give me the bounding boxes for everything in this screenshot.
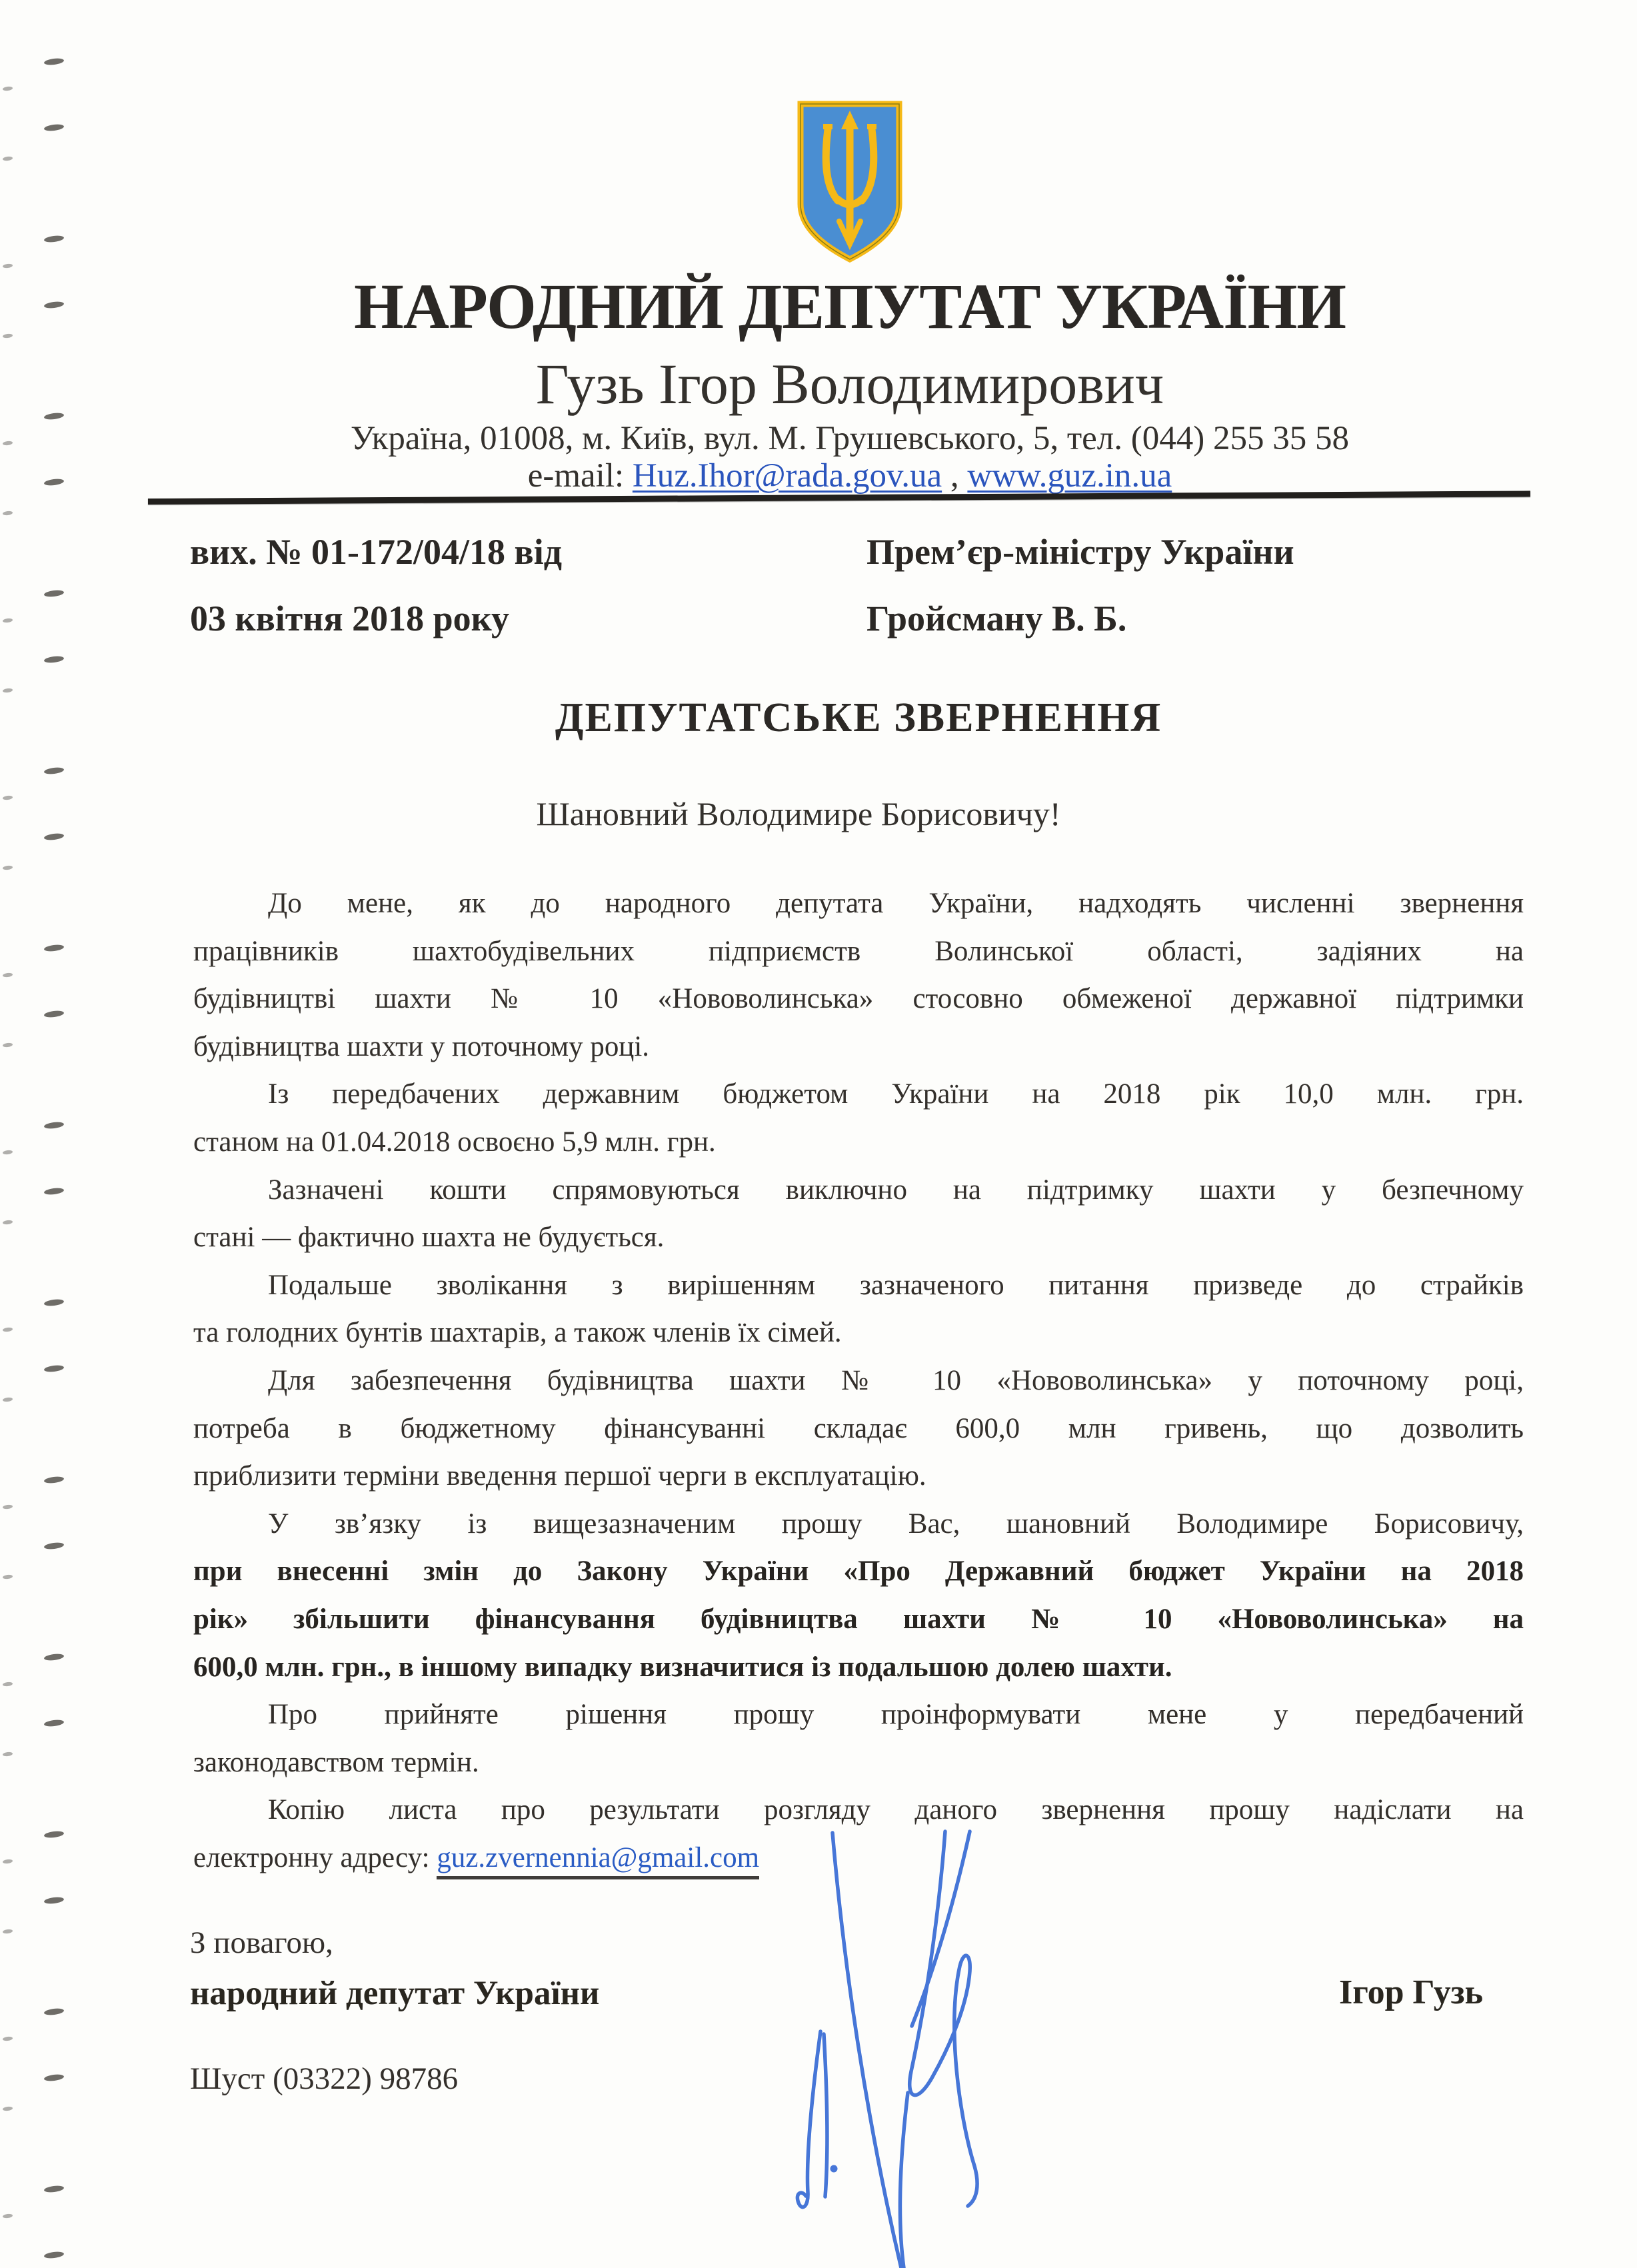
scan-artifact-mark (44, 1187, 65, 1196)
body-line-p5-l1 (193, 1357, 1524, 1405)
body-line-text: 600,0 млн. грн., в іншому випадку визначитися із подальшою долею шахти. (193, 1651, 1172, 1683)
body-line-text: Із передбачених державним бюджетом України на 2018 рік 10,0 млн. грн. (268, 1078, 1524, 1110)
addressee-name: Гройсману В. Б. (866, 598, 1127, 638)
scan-artifact-mark (3, 1682, 13, 1687)
scan-artifact-mark (44, 1364, 65, 1373)
body-line-p8-l2 (193, 1834, 1524, 1882)
scan-artifact-mark (3, 1220, 13, 1225)
scan-artifact-mark (44, 589, 65, 598)
executor-contact: Шуст (03322) 98786 (190, 2061, 459, 2096)
body-line-p5-l2 (193, 1405, 1524, 1453)
scan-artifact-mark (3, 1859, 13, 1864)
body-line-p6-l1 (193, 1500, 1524, 1548)
body-line-text: Подальше зволікання з вирішенням зазначеного питання призведе до страйків (268, 1269, 1524, 1301)
scan-artifact-mark (44, 1298, 65, 1307)
body-line-p2-l1 (193, 1070, 1524, 1118)
body-line-text: працівників шахтобудівельних підприємств Волинської області, задіяних на (193, 935, 1524, 967)
contact-line (63, 458, 1637, 494)
salutation: Шановний Володимире Борисовичу! (536, 795, 1061, 832)
body-line-text: будівництва шахти у поточному році. (193, 1030, 650, 1062)
body-line-p7-l1 (193, 1691, 1524, 1739)
scan-artifact-mark (3, 1327, 13, 1332)
addressee-block (866, 528, 1294, 661)
scan-artifact-mark (44, 412, 65, 421)
scan-artifact-mark (3, 688, 13, 693)
document-heading: ДЕПУТАТСЬКЕ ЗВЕРНЕННЯ (555, 695, 1162, 740)
scan-artifact-mark (44, 301, 65, 309)
scan-artifact-mark (44, 1476, 65, 1484)
scan-artifact-mark (3, 511, 13, 516)
signer-title: народний депутат України (190, 1975, 600, 2012)
body-line-p4-l2 (193, 1309, 1524, 1357)
scan-artifact-mark (44, 2007, 65, 2016)
body-line-p1-l2 (193, 928, 1524, 976)
scan-artifact-mark (3, 972, 13, 978)
body-line-text: Про прийняте рішення прошу проінформувати мене у передбачений (268, 1699, 1524, 1731)
email-link[interactable]: Huz.Ihor@rada.gov.ua (632, 457, 942, 495)
scan-artifact-mark (44, 2073, 65, 2082)
reference-date: 03 квітня 2018 року (190, 598, 510, 638)
scan-artifact-mark (44, 1719, 65, 1727)
body-line-text: рік» збільшити фінансування будівництва шахти № 10 «Нововолинська» на (193, 1603, 1524, 1635)
website-link[interactable]: www.guz.in.ua (967, 457, 1172, 495)
scan-artifact-mark (3, 1504, 13, 1510)
scan-artifact-mark (3, 1751, 13, 1757)
scan-artifact-mark (44, 1653, 65, 1662)
body-line-p6-l2 (193, 1548, 1524, 1596)
body-line-p5-l3 (193, 1452, 1524, 1500)
body-line-text: Копію листа про результати розгляду даного звернення прошу надіслати на (268, 1794, 1524, 1826)
scan-artifact-mark (44, 2185, 65, 2193)
body-line-text: законодавством термін. (193, 1746, 479, 1778)
scan-artifact-mark (3, 441, 13, 446)
body-line-p1-l4 (193, 1023, 1524, 1071)
letter-body (193, 880, 1524, 1881)
scan-artifact-mark (44, 1121, 65, 1130)
letterhead (63, 100, 1637, 494)
ukraine-coat-of-arms-icon (63, 100, 1637, 263)
scan-artifact-mark (3, 618, 13, 623)
body-line-text: при внесенні змін до Закону України «Про Державний бюджет України на 2018 (193, 1556, 1524, 1588)
body-line-p1-l3 (193, 975, 1524, 1023)
scan-artifact-mark (3, 865, 13, 870)
scan-artifact-mark (44, 2251, 65, 2259)
scan-artifact-mark (3, 156, 13, 161)
body-line-p7-l2 (193, 1739, 1524, 1787)
body-line-text: Для забезпечення будівництва шахти № 10 «Нововолинська» у поточному році, (268, 1364, 1524, 1396)
body-line-text: електронну адресу: (193, 1841, 437, 1873)
body-line-text: До мене, як до народного депутата України, надходять численні звернення (268, 888, 1524, 919)
scan-artifact-mark (44, 1542, 65, 1550)
scan-artifact-mark (3, 2106, 13, 2111)
scan-artifact-mark (3, 1574, 13, 1580)
scan-artifact-mark (3, 795, 13, 800)
scan-artifact-mark (3, 1397, 13, 1402)
addressee-position: Прем’єр-міністру України (866, 532, 1294, 572)
body-line-p4-l1 (193, 1262, 1524, 1310)
body-line-text: потреба в бюджетному фінансуванні складає 600,0 млн гривень, що дозволить (193, 1412, 1524, 1444)
scan-artifact-mark (44, 123, 65, 132)
separator-comma: , (942, 457, 968, 495)
scan-artifact-mark (3, 263, 13, 269)
scan-artifact-mark (3, 2036, 13, 2041)
scan-artifact-mark (44, 235, 65, 243)
body-line-text: будівництві шахти № 10 «Нововолинська» стосовно обмеженої державної підтримки (193, 983, 1524, 1015)
deputy-name: Гузь Ігор Володимирович (535, 352, 1164, 416)
reply-email-link[interactable]: guz.zvernennia@gmail.com (437, 1842, 759, 1879)
org-title: НАРОДНИЙ ДЕПУТАТ УКРАЇНИ (354, 271, 1346, 342)
body-line-p6-l3 (193, 1596, 1524, 1644)
scan-artifact-mark (3, 2213, 13, 2219)
scan-artifact-mark (44, 57, 65, 66)
scan-artifact-mark (44, 766, 65, 775)
body-line-p3-l2 (193, 1214, 1524, 1262)
reference-number: вих. № 01-172/04/18 від (190, 532, 563, 572)
scan-artifact-mark (44, 1010, 65, 1018)
scan-artifact-mark (3, 1042, 13, 1048)
body-line-p3-l1 (193, 1166, 1524, 1214)
scan-artifact-mark (44, 1896, 65, 1905)
body-line-text: стані — фактично шахта не будується. (193, 1222, 665, 1254)
scan-artifact-mark (44, 1830, 65, 1839)
address-line: Україна, 01008, м. Київ, вул. М. Грушевського, 5, тел. (044) 255 35 58 (351, 420, 1349, 457)
outgoing-reference-block (190, 528, 562, 661)
body-line-text: станом на 01.04.2018 освоєно 5,9 млн. грн. (193, 1126, 716, 1158)
body-line-p6-l4 (193, 1644, 1524, 1692)
scan-artifact-mark (44, 944, 65, 952)
body-line-text: та голодних бунтів шахтарів, а також членів їх сімей. (193, 1317, 842, 1349)
body-line-p8-l1 (193, 1786, 1524, 1834)
email-label: e-mail: (527, 457, 625, 495)
scan-artifact-mark (44, 655, 65, 664)
scan-artifact-mark (44, 832, 65, 841)
scan-artifact-mark (44, 478, 65, 487)
scan-artifact-mark (3, 1150, 13, 1155)
body-line-text: У зв’язку із вищезазначеним прошу Вас, шановний Володимире Борисовичу, (268, 1508, 1524, 1540)
body-line-text: приблизити терміни введення першої черги в експлуатацію. (193, 1460, 926, 1492)
body-line-p1-l1 (193, 880, 1524, 928)
signer-name: Ігор Гузь (1339, 1973, 1483, 2011)
body-line-text: Зазначені кошти спрямовуються виключно на підтримку шахти у безпечному (268, 1174, 1524, 1206)
scan-artifact-mark (3, 333, 13, 339)
scan-artifact-mark (3, 86, 13, 91)
scan-artifact-mark (3, 1929, 13, 1934)
body-line-p2-l2 (193, 1118, 1524, 1166)
valediction: З повагою, (190, 1925, 333, 1960)
